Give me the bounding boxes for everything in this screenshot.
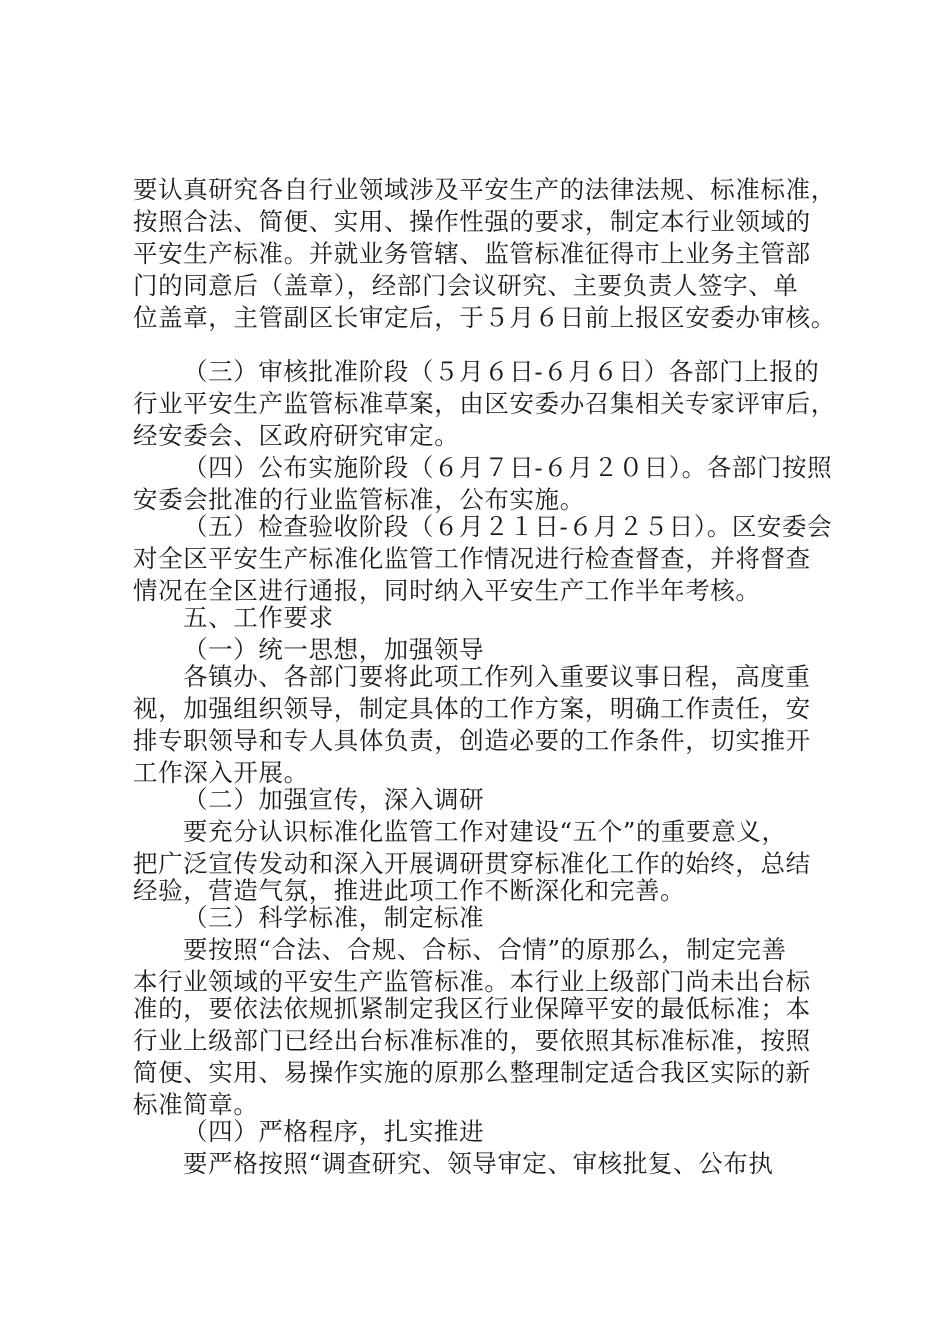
text-line: 要按照“合法、合规、合标、合情”的原那么，制定完善: [183, 935, 787, 964]
text-line: 排专职领导和专人具体负责，创造必要的工作条件，切实推开: [133, 726, 811, 755]
text-line: 简便、实用、易操作实施的原那么整理制定适合我区实际的新: [133, 1058, 811, 1087]
text-line: （四）公布实施阶段（６月７日-６月２０日）。各部门按照: [183, 453, 833, 482]
text-line: 对全区平安生产标准化监管工作情况进行检查督查，并将督查: [133, 544, 811, 573]
text-line: 经验，营造气氛，推进此项工作不断深化和完善。: [133, 876, 686, 905]
text-line: （三）审核批准阶段（５月６日-６月６日）各部门上报的: [183, 357, 820, 386]
text-line: 本行业领域的平安生产监管标准。本行业上级部门尚未出台标: [133, 967, 811, 996]
text-line: 平安生产标准。并就业务管辖、监管标准征得市上业务主管部: [133, 239, 811, 268]
text-line: 门的同意后（盖章），经部门会议研究、主要负责人签字、单: [133, 271, 799, 300]
text-line: 要充分认识标准化监管工作对建设“五个”的重要意义，: [183, 817, 787, 846]
text-line: 标准简章。: [133, 1090, 259, 1119]
text-line: 按照合法、简便、实用、操作性强的要求，制定本行业领域的: [133, 207, 811, 236]
text-line: 行业上级部门已经出台标准标准的，要依照其标准标准，按照: [133, 1026, 811, 1055]
text-line: 位盖章，主管副区长审定后，于５月６日前上报区安委办审核。: [133, 303, 836, 332]
text-line: 视，加强组织领导，制定具体的工作方案，明确工作责任，安: [133, 694, 811, 723]
text-line: 要严格按照“调查研究、领导审定、审核批复、公布执: [183, 1149, 774, 1178]
text-line: 安委会批准的行业监管标准，公布实施。: [133, 485, 585, 514]
section-heading: 五、工作要求: [183, 603, 334, 632]
text-line: 行业平安生产监管标准草案，由区安委办召集相关专家评审后，: [133, 389, 836, 418]
text-line: 情况在全区进行通报，同时纳入平安生产工作半年考核。: [133, 576, 761, 605]
text-line: 各镇办、各部门要将此项工作列入重要议事日程，高度重: [183, 662, 811, 691]
text-line: 工作深入开展。: [133, 758, 309, 787]
subsection-heading: （四）严格程序，扎实推进: [183, 1117, 485, 1146]
subsection-heading: （一）统一思想，加强领导: [183, 635, 485, 664]
text-line: 把广泛宣传发动和深入开展调研贯穿标准化工作的始终，总结: [133, 849, 811, 878]
text-line: 要认真研究各自行业领域涉及平安生产的法律法规、标准标准，: [133, 175, 836, 204]
text-line: 经安委会、区政府研究审定。: [133, 421, 460, 450]
text-line: 准的，要依法依规抓紧制定我区行业保障平安的最低标准；本: [133, 994, 811, 1023]
text-line: （五）检查验收阶段（６月２１日-６月２５日）。区安委会: [183, 512, 833, 541]
subsection-heading: （二）加强宣传，深入调研: [183, 785, 485, 814]
subsection-heading: （三）科学标准，制定标准: [183, 903, 485, 932]
